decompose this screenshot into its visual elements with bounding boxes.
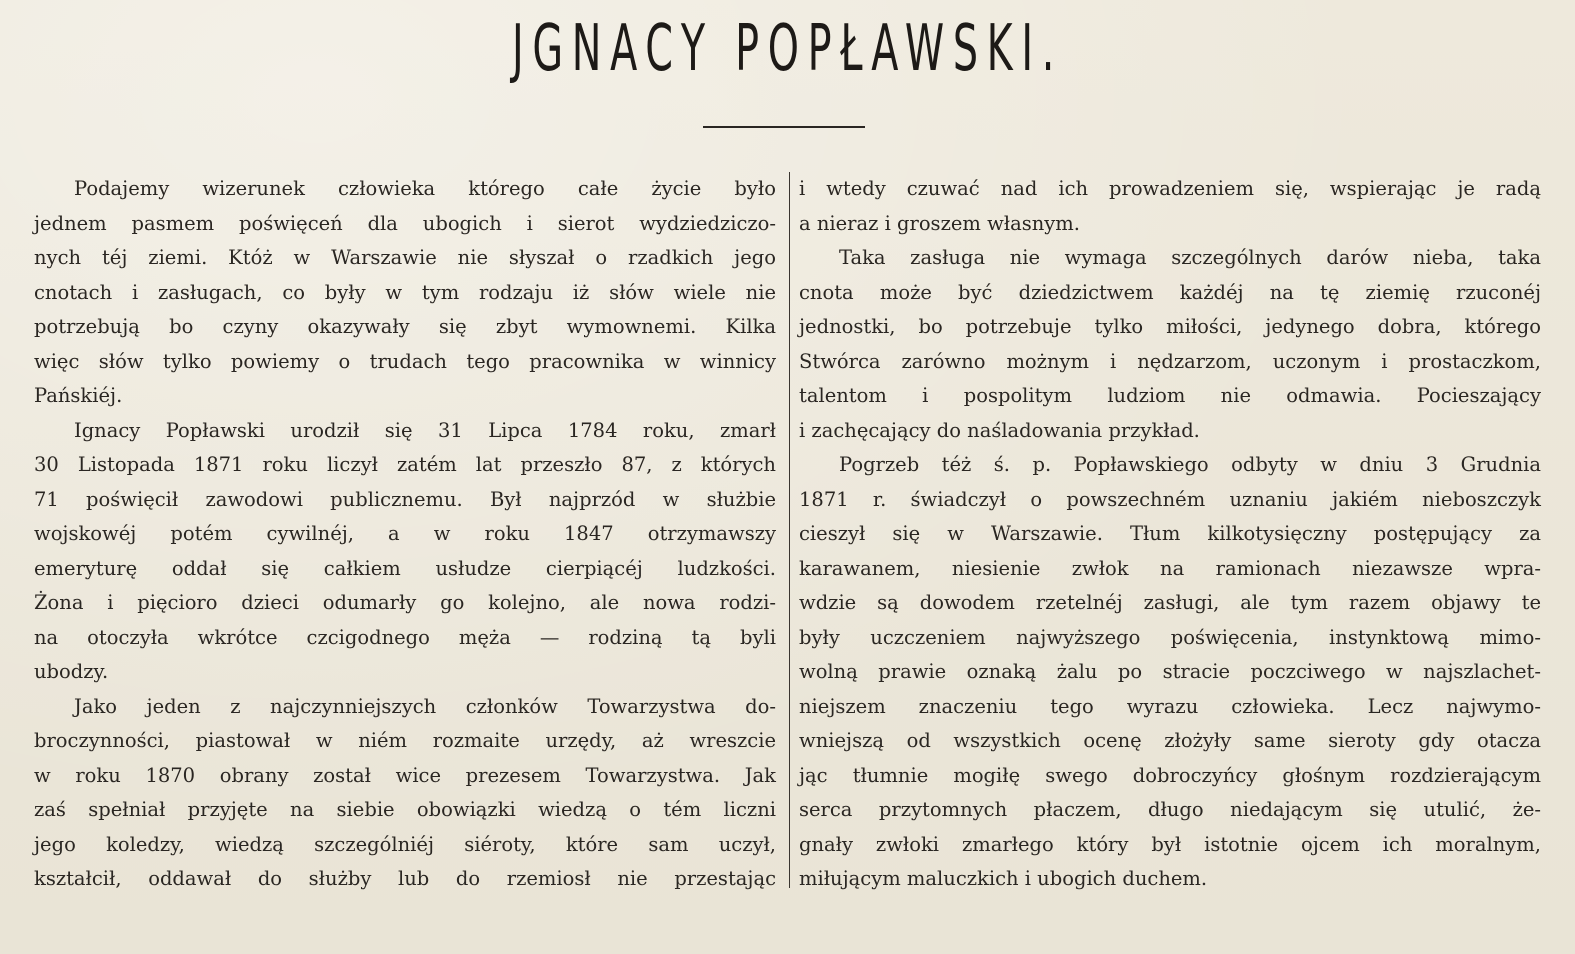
text-line: gnały zwłoki zmarłego który był istotnie ojcem ich moralnym, xyxy=(799,832,1541,856)
article-title: JGNACY POPŁAWSKI. xyxy=(511,12,1064,86)
text-line: Podajemy wizerunek człowieka którego całe życie było xyxy=(74,177,776,200)
text-line: kształcił, oddawał do służby lub do rzemiosł nie przestając xyxy=(34,867,776,890)
text-line: Taka zasługa nie wymaga szczególnych darów nieba, taka xyxy=(839,246,1541,269)
text-line: 30 Listopada 1871 roku liczył zatém lat przeszło 87, z których xyxy=(34,453,776,476)
right-column xyxy=(799,172,1541,897)
text-line: potrzebują bo czyny okazywały się zbyt wymownemi. Kilka xyxy=(34,315,776,338)
text-line: wniejszą od wszystkich ocenę złożyły same sieroty gdy otacza xyxy=(799,729,1541,752)
text-line: Pańskiéj. xyxy=(34,384,123,407)
text-line: Żona i pięcioro dzieci odumarły go kolejno, ale nowa rodzi- xyxy=(34,591,776,614)
text-line: karawanem, niesienie zwłok na ramionach niezawsze wpra- xyxy=(799,556,1541,580)
text-line: jednostki, bo potrzebuje tylko miłości, jedynego dobra, którego xyxy=(799,315,1541,338)
text-line: talentom i pospolitym ludziom nie odmawia. Pocieszający xyxy=(799,384,1541,407)
text-line: cnota może być dziedzictwem każdéj na tę ziemię rzuconéj xyxy=(799,280,1541,304)
text-line: 1871 r. świadczył o powszechném uznaniu jakiém nieboszczyk xyxy=(799,487,1541,511)
text-line: i wtedy czuwać nad ich prowadzeniem się, wspierając je radą xyxy=(799,177,1541,200)
text-line: niejszem znaczeniu tego wyrazu człowieka. Lecz najwymo- xyxy=(799,694,1541,718)
text-line: broczynności, piastował w niém rozmaite urzędy, aż wreszcie xyxy=(34,729,776,752)
text-line: jąc tłumnie mogiłę swego dobroczyńcy głośnym rozdzierającym xyxy=(799,763,1541,787)
text-line: nych téj ziemi. Któż w Warszawie nie słyszał o rzadkich jego xyxy=(34,246,776,269)
text-line: Pogrzeb téż ś. p. Popławskiego odbyty w dniu 3 Grudnia xyxy=(839,453,1541,476)
column-divider xyxy=(789,172,790,888)
text-line: jednem pasmem poświęceń dla ubogich i sierot wydziedziczo- xyxy=(34,211,776,235)
text-line: ubodzy. xyxy=(34,660,109,683)
text-line: emeryturę oddał się całkiem usłudze cierpiącéj ludzkości. xyxy=(34,556,776,580)
text-line: w roku 1870 obrany został wice prezesem Towarzystwa. Jak xyxy=(34,763,776,787)
text-line: wolną prawie oznaką żalu po stracie poczciwego w najszlachet- xyxy=(799,660,1541,683)
text-line: miłującym maluczkich i ubogich duchem. xyxy=(799,867,1208,890)
text-line: jego koledzy, wiedzą szczególniéj siéroty, które sam uczył, xyxy=(34,832,776,856)
left-column xyxy=(34,172,776,897)
text-line: 71 poświęcił zawodowi publicznemu. Był najprzód w służbie xyxy=(34,487,776,511)
text-line: wojskowéj potém cywilnéj, a w roku 1847 otrzymawszy xyxy=(34,522,776,545)
text-line: zaś spełniał przyjęte na siebie obowiązki wiedzą o tém liczni xyxy=(34,798,776,821)
text-line: serca przytomnych płaczem, długo niedającym się utulić, że- xyxy=(799,798,1541,821)
text-line: cnotach i zasługach, co były w tym rodzaju iż słów wiele nie xyxy=(34,280,776,304)
text-line: Ignacy Popławski urodził się 31 Lipca 1784 roku, zmarł xyxy=(74,418,776,442)
text-line: na otoczyła wkrótce czcigodnego męża — rodziną tą byli xyxy=(34,625,776,649)
text-line: Stwórca zarówno możnym i nędzarzom, uczonym i prostaczkom, xyxy=(799,349,1541,373)
text-line: Jako jeden z najczynniejszych członków Towarzystwa do- xyxy=(74,694,776,718)
text-line: i zachęcający do naśladowania przykład. xyxy=(799,418,1200,442)
text-line: wdzie są dowodem rzetelnéj zasługi, ale tym razem objawy te xyxy=(799,591,1541,614)
text-line: a nieraz i groszem własnym. xyxy=(799,211,1080,235)
text-line: były uczczeniem najwyższego poświęcenia, instynktową mimo- xyxy=(799,625,1541,649)
text-line: cieszył się w Warszawie. Tłum kilkotysięczny postępujący za xyxy=(799,522,1541,545)
title-underline-rule xyxy=(703,126,865,128)
text-line: więc słów tylko powiemy o trudach tego pracownika w winnicy xyxy=(34,349,776,373)
